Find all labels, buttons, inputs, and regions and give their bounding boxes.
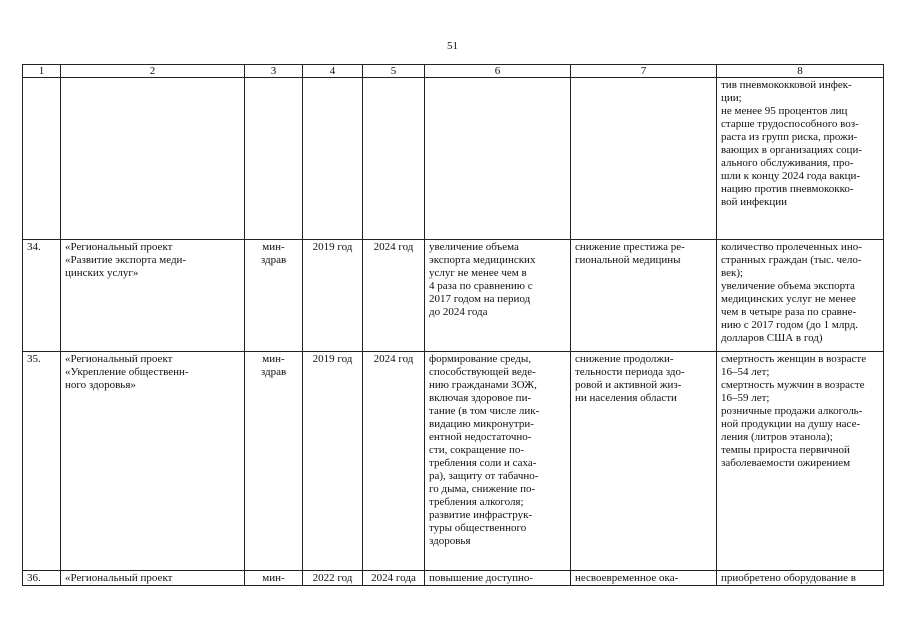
- column-header: 5: [363, 65, 425, 78]
- cell-text-line: формирование среды,: [429, 353, 532, 365]
- cell-text-line: медицинских услуг не менее: [721, 293, 856, 305]
- cell-text-line: приобретено оборудование в: [721, 572, 856, 584]
- cell-text-line: видацию микронутри-: [429, 418, 534, 430]
- cell-text-line: увеличение объема экспорта: [721, 280, 855, 292]
- cell-text-line: «Региональный проект: [65, 572, 173, 584]
- project-name-cell: [61, 240, 245, 352]
- cell-text-line: смертность женщин в возрасте: [721, 353, 867, 365]
- end-year-cell: 2024 год: [363, 352, 425, 571]
- cell-text-line: ления (литров этанола);: [721, 431, 833, 443]
- cell-text-line: смертность мужчин в возрасте: [721, 379, 865, 391]
- column-header: 1: [23, 65, 61, 78]
- cell-text-line: ного здоровья»: [65, 379, 136, 391]
- row-number: 34.: [23, 240, 61, 352]
- cell-text-line: увеличение объема: [429, 241, 519, 253]
- table-row: [23, 240, 884, 352]
- cell-text-line: цинских услуг»: [65, 267, 139, 279]
- cell-text-line: долларов США в год): [721, 332, 823, 344]
- table-row-continuation: [23, 78, 884, 240]
- table-cell: [425, 78, 571, 240]
- cell-text-line: ентной недостаточно-: [429, 431, 532, 443]
- cell-text-line: снижение продолжи-: [575, 353, 674, 365]
- end-year-cell: 2024 год: [363, 240, 425, 352]
- cell-text-line: экспорта медицинских: [429, 254, 536, 266]
- responsible-cell: [245, 240, 303, 352]
- cell-text-line: несвоевременное ока-: [575, 572, 679, 584]
- indicators-cell: [717, 571, 884, 586]
- consequence-cell: [571, 352, 717, 571]
- cell-text-line: тание (в том числе лик-: [429, 405, 540, 417]
- cell-text-line: ни населения области: [575, 392, 677, 404]
- result-cell: [425, 571, 571, 586]
- cell-text-line: вающих в организациях соци-: [721, 144, 862, 156]
- column-number-row: [23, 65, 884, 78]
- cell-text-line: развитие инфраструк-: [429, 509, 533, 521]
- responsible-cell: [245, 352, 303, 571]
- cell-text-line: век);: [721, 267, 744, 279]
- column-header: 2: [61, 65, 245, 78]
- cell-text-line: чем в четыре раза по сравне-: [721, 306, 857, 318]
- cell-text-line: туры общественного: [429, 522, 527, 534]
- cell-text-line: 16–59 лет;: [721, 392, 770, 404]
- cell-text-line: сти, сокращение по-: [429, 444, 524, 456]
- cell-text-line: 2017 годом на период: [429, 293, 531, 305]
- table-row: [23, 352, 884, 571]
- column-header: 8: [717, 65, 884, 78]
- page-number: 51: [447, 40, 458, 52]
- projects-table: [22, 64, 884, 586]
- cell-text-line: тив пневмококковой инфек-: [721, 79, 852, 91]
- consequence-cell: [571, 571, 717, 586]
- cell-text-line: розничные продажи алкоголь-: [721, 405, 863, 417]
- cell-text-line: «Региональный проект: [65, 241, 173, 253]
- table-cell: [303, 78, 363, 240]
- cell-text-line: ровой и активной жиз-: [575, 379, 682, 391]
- table-cell: [363, 78, 425, 240]
- cell-text-line: вой инфекции: [721, 196, 788, 208]
- indicators-cell: [717, 352, 884, 571]
- row-number: 35.: [23, 352, 61, 571]
- cell-text-line: требления алкоголя;: [429, 496, 524, 508]
- consequence-cell: [571, 240, 717, 352]
- cell-text-line: повышение доступно-: [429, 572, 534, 584]
- cell-text-line: заболеваемости ожирением: [721, 457, 851, 469]
- cell-text-line: включая здоровое пи-: [429, 392, 532, 404]
- project-name-cell: [61, 571, 245, 586]
- cell-text-line: способствующей веде-: [429, 366, 536, 378]
- end-year-cell: 2024 года: [363, 571, 425, 586]
- start-year-cell: 2019 год: [303, 240, 363, 352]
- cell-text-line: раста из групп риска, прожи-: [721, 131, 858, 143]
- cell-text-line: здрав: [260, 254, 287, 266]
- cell-text-line: количество пролеченных ино-: [721, 241, 862, 253]
- indicators-cell: [717, 240, 884, 352]
- table-row: [23, 571, 884, 586]
- cell-text-line: снижение престижа ре-: [575, 241, 685, 253]
- cell-text-line: нию гражданами ЗОЖ,: [429, 379, 537, 391]
- cell-text-line: странных граждан (тыс. чело-: [721, 254, 862, 266]
- cell-text-line: услуг не менее чем в: [429, 267, 527, 279]
- result-cell: [425, 352, 571, 571]
- row-number: 36.: [23, 571, 61, 586]
- cell-text-line: 16–54 лет;: [721, 366, 770, 378]
- cell-text-line: ной продукции на душу насе-: [721, 418, 861, 430]
- column-header: 7: [571, 65, 717, 78]
- cell-text-line: старше трудоспособного воз-: [721, 118, 859, 130]
- cell-text-line: требления соли и саха-: [429, 457, 537, 469]
- project-name-cell: [61, 352, 245, 571]
- cell-text-line: нию с 2017 годом (до 1 млрд.: [721, 319, 859, 331]
- cell-text-line: здоровья: [429, 535, 471, 547]
- cell-text-line: мин-: [262, 572, 285, 584]
- cell-text-line: мин-: [262, 353, 285, 365]
- column-header: 6: [425, 65, 571, 78]
- table-cell: [61, 78, 245, 240]
- table-cell: [571, 78, 717, 240]
- cell-text-line: шли к концу 2024 года вакци-: [721, 170, 861, 182]
- cell-text-line: тельности периода здо-: [575, 366, 685, 378]
- cell-text-line: ра), защиту от табачно-: [429, 470, 539, 482]
- cell-text-line: не менее 95 процентов лиц: [721, 105, 848, 117]
- cell-text-line: «Развитие экспорта меди-: [65, 254, 187, 266]
- cell-text-line: гиональной медицины: [575, 254, 681, 266]
- cell-text-line: «Укрепление общественн-: [65, 366, 189, 378]
- table-cell: [23, 78, 61, 240]
- column-header: 3: [245, 65, 303, 78]
- cell-text-line: ального обслуживания, про-: [721, 157, 854, 169]
- cell-text-line: до 2024 года: [429, 306, 488, 318]
- cell-text-line: мин-: [262, 241, 285, 253]
- column-header: 4: [303, 65, 363, 78]
- cell-text-line: ции;: [721, 92, 742, 104]
- cell-text-line: темпы прироста первичной: [721, 444, 850, 456]
- start-year-cell: 2019 год: [303, 352, 363, 571]
- cell-text-line: 4 раза по сравнению с: [429, 280, 533, 292]
- cell-text-line: «Региональный проект: [65, 353, 173, 365]
- cell-text-line: нацию против пневмококко-: [721, 183, 854, 195]
- result-cell: [425, 240, 571, 352]
- cell-text-line: го дыма, снижение по-: [429, 483, 536, 495]
- cell-text-line: здрав: [260, 366, 287, 378]
- table-cell: [245, 78, 303, 240]
- start-year-cell: 2022 год: [303, 571, 363, 586]
- indicators-cell: [717, 78, 884, 240]
- responsible-cell: [245, 571, 303, 586]
